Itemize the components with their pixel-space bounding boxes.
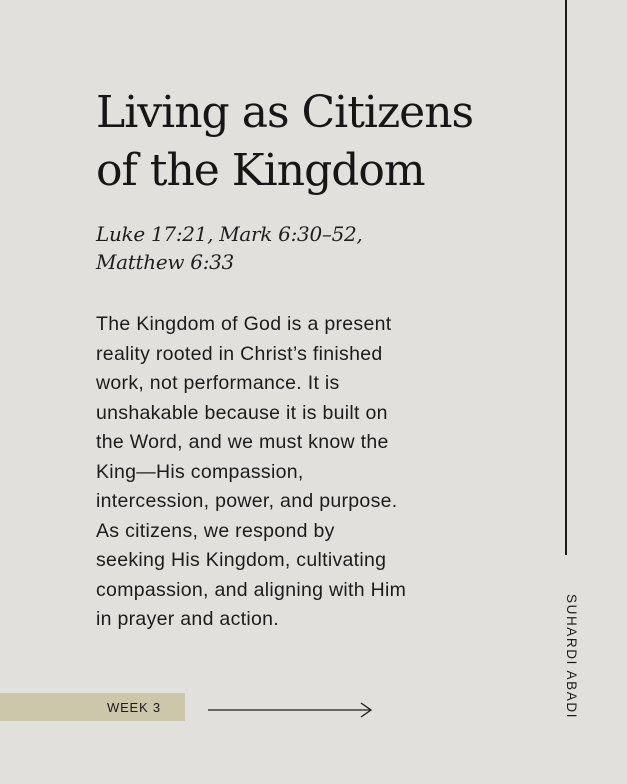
arrow-right-icon[interactable] <box>208 700 374 720</box>
scripture-references <box>96 220 516 276</box>
body-line: The Kingdom of God is a present <box>96 313 392 335</box>
body-line: As citizens, we respond by <box>96 519 335 542</box>
body-line: King—His compassion, <box>96 460 304 483</box>
author-name: SUHARDI ABADI <box>564 594 579 720</box>
body-paragraph <box>96 310 516 635</box>
page-title <box>96 84 526 200</box>
body-line: intercession, power, and purpose. <box>96 490 398 512</box>
body-line: seeking His Kingdom, cultivating <box>96 549 387 571</box>
title-line-1: Living as Citizens <box>96 87 474 138</box>
body-line: work, not performance. It is <box>96 372 340 394</box>
body-line: compassion, and aligning with Him <box>96 578 407 601</box>
week-label: WEEK 3 <box>107 700 161 715</box>
body-line: in prayer and action. <box>96 608 279 630</box>
scripture-ref-line-1: Luke 17:21, Mark 6:30–52, <box>96 222 363 246</box>
title-line-2: of the Kingdom <box>96 145 425 196</box>
body-line: unshakable because it is built on <box>96 401 388 424</box>
vertical-divider <box>565 0 567 555</box>
week-tag <box>0 693 185 721</box>
scripture-ref-line-2: Matthew 6:33 <box>96 250 234 274</box>
body-line: the Word, and we must know the <box>96 431 389 453</box>
body-line: reality rooted in Christ’s finished <box>96 342 383 365</box>
